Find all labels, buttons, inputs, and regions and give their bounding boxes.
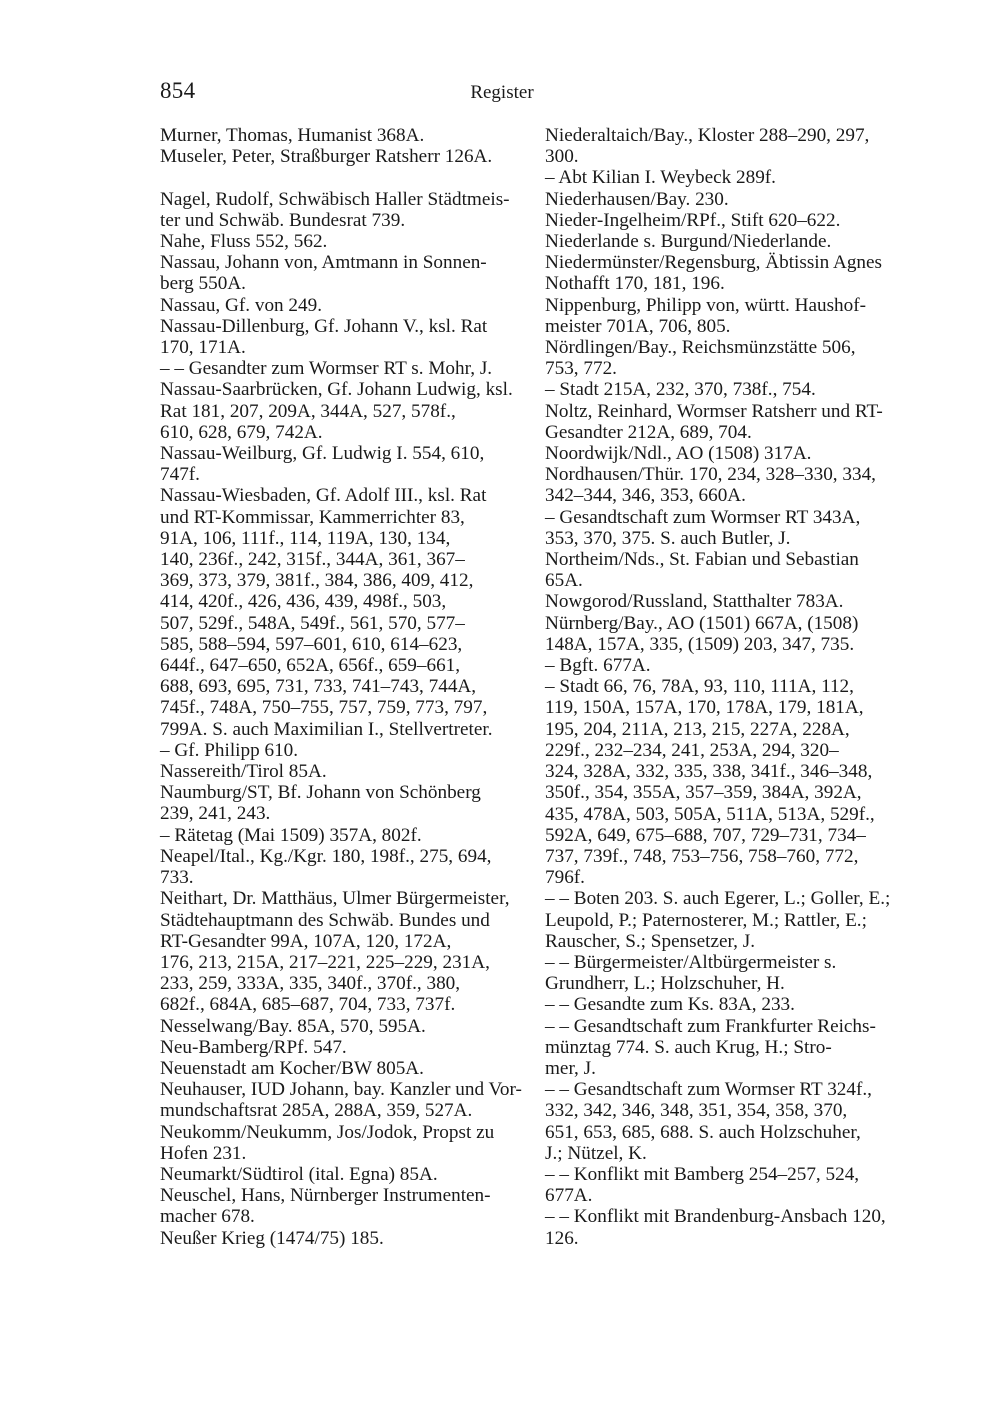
index-entry-line: 342–344, 346, 353, 660A.	[545, 485, 746, 507]
index-entry-line: münztag 774. S. auch Krug, H.; Stro-	[545, 1036, 832, 1058]
index-entry	[545, 1016, 915, 1080]
index-entry-line: – – Konflikt mit Brandenburg-Ansbach 120,	[545, 1206, 886, 1228]
index-entry-line: 682f., 684A, 685–687, 704, 733, 737f.	[160, 994, 456, 1016]
index-entry-line: Noltz, Reinhard, Wormser Ratsherr und RT-	[545, 400, 883, 422]
index-entry-line: Rat 181, 207, 209A, 344A, 527, 578f.,	[160, 400, 456, 422]
index-entry	[160, 443, 532, 485]
index-entry-line: Nördlingen/Bay., Reichsmünzstätte 506,	[545, 337, 856, 359]
index-entry-line: Nesselwang/Bay. 85A, 570, 595A.	[160, 1015, 426, 1037]
index-entry	[545, 952, 915, 994]
index-entry-line: 176, 213, 215A, 217–221, 225–229, 231A,	[160, 951, 490, 973]
index-entry-line: 233, 259, 333A, 335, 340f., 370f., 380,	[160, 973, 461, 995]
index-entry-line: Städtehauptmann des Schwäb. Bundes und	[160, 909, 490, 931]
index-entry-line: Niedermünster/Regensburg, Äbtissin Agnes	[545, 252, 882, 274]
index-entry	[160, 146, 532, 167]
index-entry-line: 148A, 157A, 335, (1509) 203, 347, 735.	[545, 633, 855, 655]
index-entry	[160, 379, 532, 443]
index-column-right	[545, 125, 915, 1249]
index-entry-line: mundschaftsrat 285A, 288A, 359, 527A.	[160, 1100, 473, 1122]
index-entry	[160, 316, 532, 358]
index-entry	[545, 507, 915, 549]
index-entry-line: Niederaltaich/Bay., Kloster 288–290, 297,	[545, 125, 870, 146]
index-entry	[545, 464, 915, 506]
index-entry-line: 140, 236f., 242, 315f., 344A, 361, 367–	[160, 549, 465, 571]
index-entry-line: Neu-Bamberg/RPf. 547.	[160, 1036, 347, 1058]
index-entry-line: Hofen 231.	[160, 1142, 247, 1164]
index-entry-line: Nieder-Ingelheim/RPf., Stift 620–622.	[545, 209, 841, 231]
index-entry-line: mer, J.	[545, 1057, 596, 1079]
index-entry	[545, 337, 915, 379]
index-entry-line: 435, 478A, 503, 505A, 511A, 513A, 529f.,	[545, 803, 875, 825]
index-entry-line: Neukomm/Neukumm, Jos/Jodok, Propst zu	[160, 1121, 495, 1143]
index-entry	[545, 1206, 915, 1248]
index-entry-line: Museler, Peter, Straßburger Ratsherr 126A.	[160, 146, 493, 168]
index-entry	[545, 167, 915, 188]
index-entry-line: 507, 529f., 548A, 549f., 561, 570, 577–	[160, 612, 465, 634]
index-entry-line: 585, 588–594, 597–601, 610, 614–623,	[160, 633, 463, 655]
index-entry-line: meister 701A, 706, 805.	[545, 315, 731, 337]
index-entry-line: Nowgorod/Russland, Statthalter 783A.	[545, 591, 844, 613]
index-entry	[545, 295, 915, 337]
index-entry	[545, 401, 915, 443]
index-entry-line: 592A, 649, 675–688, 707, 729–731, 734–	[545, 824, 866, 846]
index-entry-line: Nassau-Wiesbaden, Gf. Adolf III., ksl. Rat	[160, 485, 487, 507]
index-entry	[545, 676, 915, 888]
index-entry-line: 195, 204, 211A, 213, 215, 227A, 228A,	[545, 718, 850, 740]
index-entry-line: – Stadt 215A, 232, 370, 738f., 754.	[545, 379, 816, 401]
index-entry-line: 91A, 106, 111f., 114, 119A, 130, 134,	[160, 527, 451, 549]
index-entry-line: – – Konflikt mit Bamberg 254–257, 524,	[545, 1163, 860, 1185]
index-entry-line: Nassereith/Tirol 85A.	[160, 761, 327, 783]
entry-gap	[160, 167, 532, 188]
index-entry	[160, 1122, 532, 1164]
index-entry-line: 119, 150A, 157A, 170, 178A, 179, 181A,	[545, 697, 864, 719]
index-entry-line: J.; Nützel, K.	[545, 1142, 647, 1164]
index-entry-line: – Stadt 66, 76, 78A, 93, 110, 111A, 112,	[545, 676, 854, 698]
index-entry	[160, 1037, 532, 1058]
index-entry-line: Niederlande s. Burgund/Niederlande.	[545, 231, 832, 253]
index-entry-line: 350f., 354, 355A, 357–359, 384A, 392A,	[545, 782, 862, 804]
index-entry-line: 324, 328A, 332, 335, 338, 341f., 346–348,	[545, 761, 873, 783]
index-entry	[545, 655, 915, 676]
index-entry-line: Grundherr, L.; Holzschuher, H.	[545, 973, 785, 995]
index-entry-line: 65A.	[545, 570, 583, 592]
index-entry-line: 737, 739f., 748, 753–756, 758–760, 772,	[545, 845, 859, 867]
index-entry-line: Neuenstadt am Kocher/BW 805A.	[160, 1057, 424, 1079]
index-entry	[160, 295, 532, 316]
index-entry	[545, 994, 915, 1015]
index-entry-line: 353, 370, 375. S. auch Butler, J.	[545, 527, 791, 549]
index-entry-line: – – Gesandtschaft zum Wormser RT 324f.,	[545, 1079, 872, 1101]
index-entry	[160, 888, 532, 1015]
index-entry	[545, 210, 915, 231]
index-entry-line: 644f., 647–650, 652A, 656f., 659–661,	[160, 655, 461, 677]
index-entry-line: Nippenburg, Philipp von, württ. Haushof-	[545, 294, 867, 316]
index-entry	[545, 1164, 915, 1206]
index-entry-line: 332, 342, 346, 348, 351, 354, 358, 370,	[545, 1100, 848, 1122]
index-entry-line: – – Gesandter zum Wormser RT s. Mohr, J.	[160, 358, 493, 380]
index-entry-line: Murner, Thomas, Humanist 368A.	[160, 125, 425, 146]
index-entry-line: Nürnberg/Bay., AO (1501) 667A, (1508)	[545, 612, 859, 634]
page-number: 854	[160, 78, 196, 103]
index-entry-line: Nahe, Fluss 552, 562.	[160, 231, 328, 252]
index-entry	[160, 761, 532, 782]
index-entry	[160, 189, 532, 231]
index-entry-line: – – Gesandtschaft zum Frankfurter Reichs-	[545, 1015, 876, 1037]
index-entry-line: 126.	[545, 1227, 579, 1249]
index-entry	[160, 1079, 532, 1121]
index-entry	[160, 252, 532, 294]
index-entry-line: Nothafft 170, 181, 196.	[545, 273, 725, 295]
index-entry-line: Gesandter 212A, 689, 704.	[545, 421, 752, 443]
index-entry	[545, 189, 915, 210]
index-entry-line: Leupold, P.; Paternosterer, M.; Rattler, E.;	[545, 909, 867, 931]
index-entry-line: macher 678.	[160, 1206, 255, 1228]
index-entry-line: – Abt Kilian I. Weybeck 289f.	[545, 167, 776, 189]
index-entry-line: und RT-Kommissar, Kammerrichter 83,	[160, 506, 465, 528]
index-entry	[545, 252, 915, 294]
index-entry	[545, 1079, 915, 1164]
index-entry-line: 651, 653, 685, 688. S. auch Holzschuher,	[545, 1121, 861, 1143]
index-entry-line: Nordhausen/Thür. 170, 234, 328–330, 334,	[545, 464, 876, 486]
index-entry-line: Nagel, Rudolf, Schwäbisch Haller Städtmeis-	[160, 188, 510, 210]
index-entry	[160, 125, 532, 146]
index-entry	[160, 231, 532, 252]
index-entry-line: 753, 772.	[545, 358, 617, 380]
index-entry-line: 414, 420f., 426, 436, 439, 498f., 503,	[160, 591, 447, 613]
index-entry-line: – Gf. Philipp 610.	[160, 739, 299, 761]
index-entry-line: Neapel/Ital., Kg./Kgr. 180, 198f., 275, 694,	[160, 845, 492, 867]
index-entry-line: – Rätetag (Mai 1509) 357A, 802f.	[160, 824, 422, 846]
index-entry-line: 229f., 232–234, 241, 253A, 294, 320–	[545, 739, 839, 761]
index-entry	[545, 443, 915, 464]
index-entry-line: Neuhauser, IUD Johann, bay. Kanzler und Vor-	[160, 1079, 522, 1101]
running-head: Register	[470, 82, 534, 103]
index-entry	[160, 358, 532, 379]
index-entry-line: Neumarkt/Südtirol (ital. Egna) 85A.	[160, 1163, 438, 1185]
index-entry	[160, 782, 532, 824]
index-entry-line: 369, 373, 379, 381f., 384, 386, 409, 412,	[160, 570, 474, 592]
index-entry-line: Nassau-Saarbrücken, Gf. Johann Ludwig, ksl.	[160, 379, 513, 401]
index-entry	[545, 549, 915, 591]
index-entry-line: Northeim/Nds., St. Fabian und Sebastian	[545, 549, 859, 571]
index-entry-line: Rauscher, S.; Spensetzer, J.	[545, 930, 756, 952]
index-entry	[160, 485, 532, 739]
index-entry-line: Nassau-Dillenburg, Gf. Johann V., ksl. Rat	[160, 315, 488, 337]
index-entry-line: – – Bürgermeister/Altbürgermeister s.	[545, 951, 837, 973]
index-entry	[160, 825, 532, 846]
index-entry	[160, 1164, 532, 1185]
index-entry-line: 300.	[545, 146, 579, 168]
index-entry	[545, 613, 915, 655]
index-entry-line: 796f.	[545, 867, 585, 889]
index-column-left	[160, 125, 532, 1249]
index-entry-line: Nassau-Weilburg, Gf. Ludwig I. 554, 610,	[160, 443, 485, 465]
index-entry	[545, 231, 915, 252]
index-entry-line: RT-Gesandter 99A, 107A, 120, 172A,	[160, 930, 452, 952]
index-entry-line: Noordwijk/Ndl., AO (1508) 317A.	[545, 443, 812, 465]
index-entry-line: Neußer Krieg (1474/75) 185.	[160, 1227, 384, 1249]
index-entry-line: – – Gesandte zum Ks. 83A, 233.	[545, 994, 795, 1016]
index-entry	[160, 1058, 532, 1079]
index-entry-line: 799A. S. auch Maximilian I., Stellvertreter.	[160, 718, 493, 740]
index-entry-line: Neuschel, Hans, Nürnberger Instrumenten-	[160, 1185, 491, 1207]
index-entry-line: 170, 171A.	[160, 337, 246, 359]
index-entry	[545, 379, 915, 400]
index-entry-line: 677A.	[545, 1185, 593, 1207]
index-entry-line: – – Boten 203. S. auch Egerer, L.; Goller, E.;	[545, 888, 891, 910]
index-entry-line: 610, 628, 679, 742A.	[160, 421, 323, 443]
index-entry	[160, 846, 532, 888]
index-entry	[545, 125, 915, 167]
index-entry-line: 733.	[160, 867, 194, 889]
index-entry-line: Niederhausen/Bay. 230.	[545, 188, 729, 210]
index-entry-line: 239, 241, 243.	[160, 803, 271, 825]
index-entry	[160, 1016, 532, 1037]
index-entry-line: – Gesandtschaft zum Wormser RT 343A,	[545, 506, 861, 528]
index-entry	[160, 740, 532, 761]
index-entry	[160, 1185, 532, 1227]
index-entry	[545, 888, 915, 952]
index-entry-line: Neithart, Dr. Matthäus, Ulmer Bürgermeister,	[160, 888, 510, 910]
index-entry-line: – Bgft. 677A.	[545, 655, 651, 677]
index-entry	[160, 1228, 532, 1249]
index-entry-line: 745f., 748A, 750–755, 757, 759, 773, 797,	[160, 697, 488, 719]
index-entry-line: Naumburg/ST, Bf. Johann von Schönberg	[160, 782, 481, 804]
index-entry-line: Nassau, Gf. von 249.	[160, 294, 323, 316]
index-entry-line: 747f.	[160, 464, 200, 486]
index-entry-line: berg 550A.	[160, 273, 246, 295]
index-entry-line: ter und Schwäb. Bundesrat 739.	[160, 209, 406, 231]
index-entry-line: Nassau, Johann von, Amtmann in Sonnen-	[160, 252, 487, 274]
index-entry-line: 688, 693, 695, 731, 733, 741–743, 744A,	[160, 676, 477, 698]
index-entry	[545, 591, 915, 612]
